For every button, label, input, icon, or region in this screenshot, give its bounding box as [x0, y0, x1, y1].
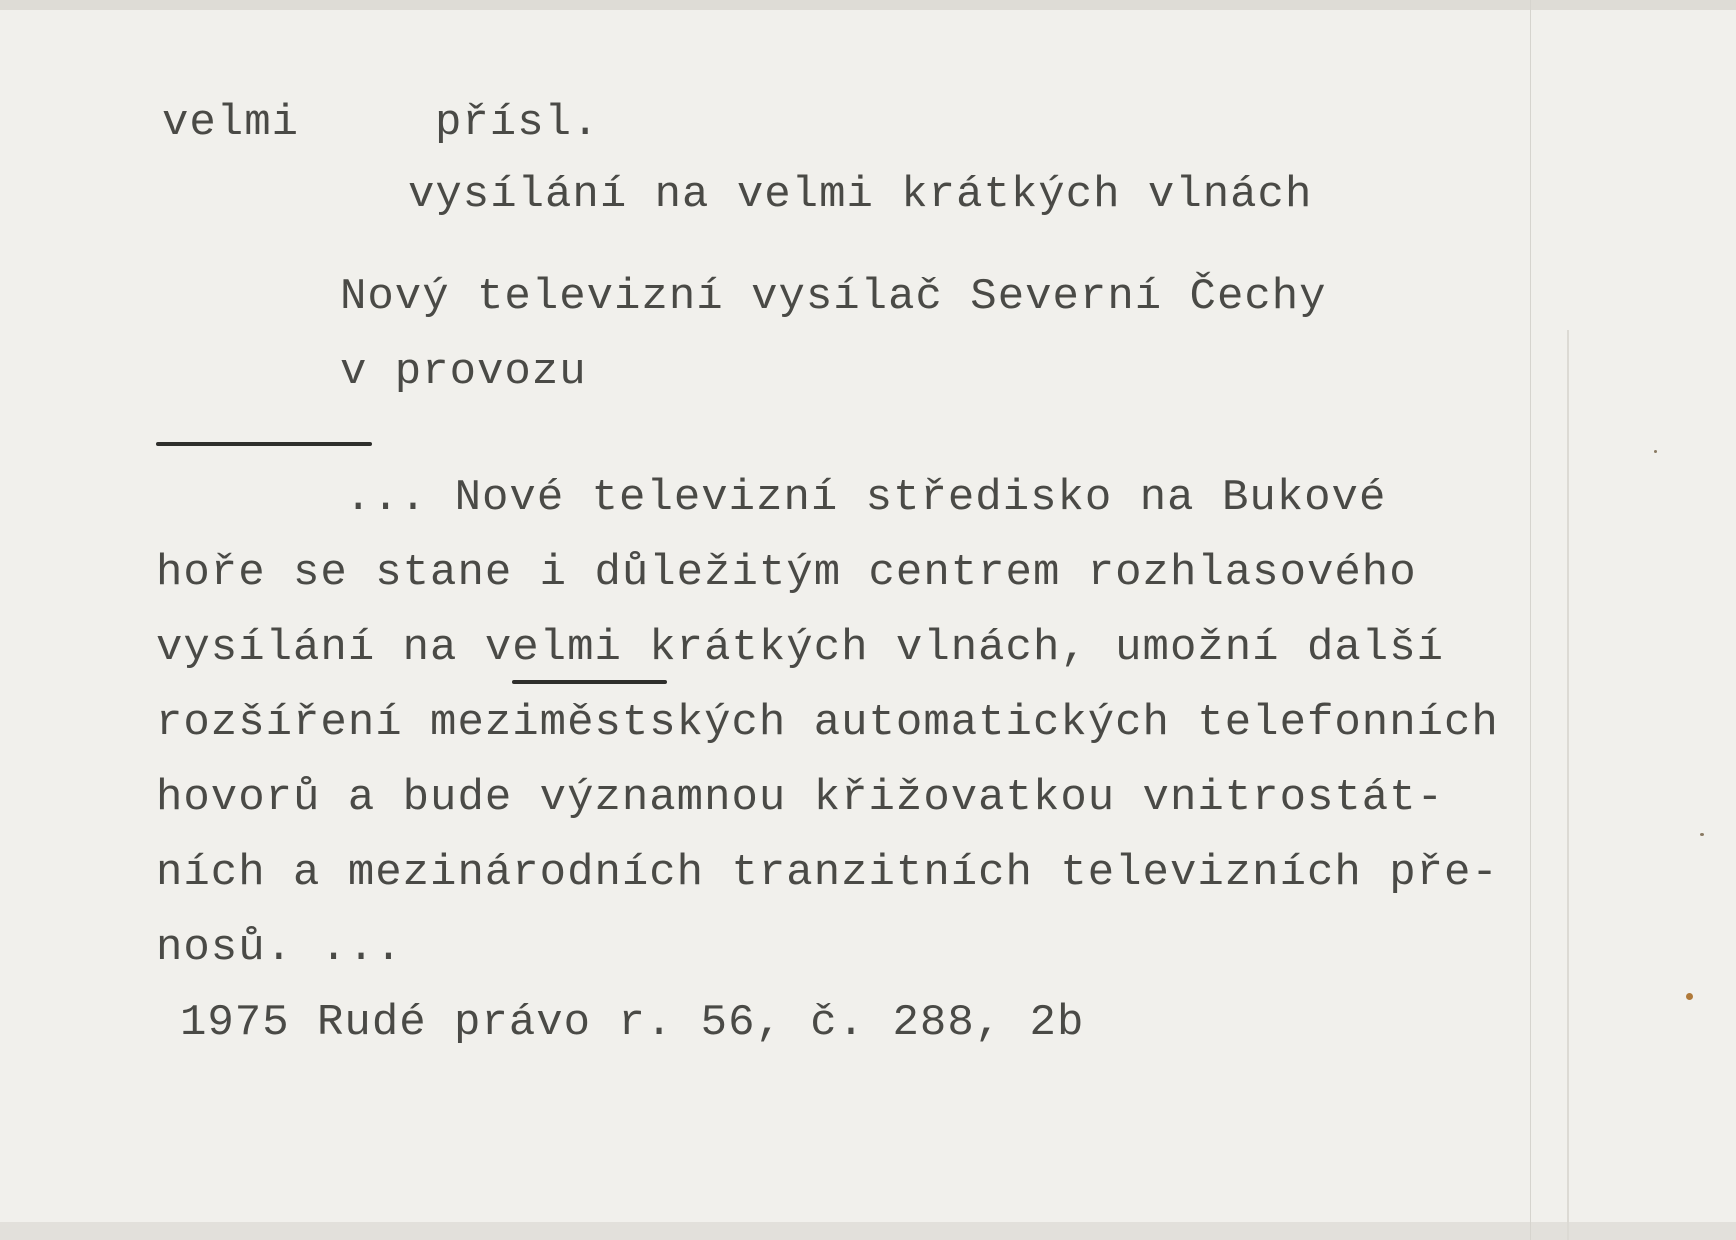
keyword-underline	[512, 680, 667, 684]
excerpt-line: nosů. ...	[156, 923, 403, 973]
excerpt-line: vysílání na velmi krátkých vlnách, umožní další	[156, 623, 1445, 673]
article-headline-line-2: v provozu	[340, 347, 587, 397]
excerpt-line: hoře se stane i důležitým centrem rozhlasového	[156, 548, 1417, 598]
card-bottom-edge	[0, 1222, 1736, 1240]
excerpt-line: ... Nové televizní středisko na Bukové	[345, 473, 1387, 523]
margin-line-secondary	[1567, 330, 1569, 1240]
excerpt-line: ních a mezinárodních tranzitních televizních pře-	[156, 848, 1499, 898]
entry-phrase: vysílání na velmi krátkých vlnách	[408, 170, 1313, 220]
excerpt-line: hovorů a bude významnou křižovatkou vnitrostát-	[156, 773, 1445, 823]
article-headline-line-1: Nový televizní vysílač Severní Čechy	[340, 272, 1327, 322]
entry-keyword: velmi	[162, 98, 300, 148]
excerpt-line: rozšíření meziměstských automatických telefonních	[156, 698, 1499, 748]
source-citation: 1975 Rudé právo r. 56, č. 288, 2b	[180, 998, 1085, 1048]
separator-rule	[156, 442, 372, 446]
margin-line	[1530, 0, 1531, 1240]
paper-speck	[1686, 993, 1693, 1000]
paper-speck	[1654, 450, 1657, 453]
card-top-edge	[0, 0, 1736, 10]
entry-category: přísl.	[435, 98, 600, 148]
paper-speck	[1700, 833, 1704, 836]
